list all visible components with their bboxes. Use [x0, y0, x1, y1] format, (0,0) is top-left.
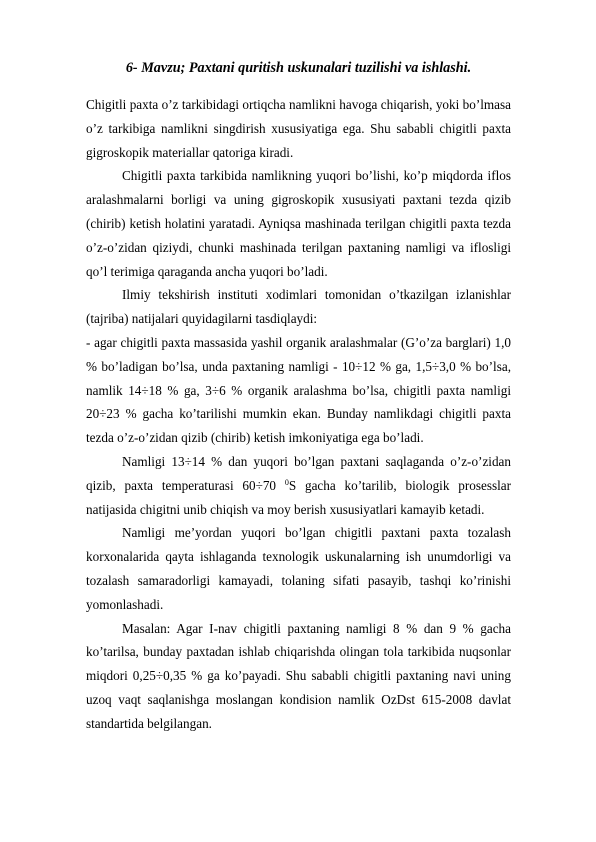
degree-superscript: 0: [284, 477, 289, 487]
paragraph-hygroscopic: Chigitli paxta o’z tarkibidagi ortiqcha namlikni havoga chiqarish, yoki bo’lmasa o’z tarkibiga namlikni singdirish xususiyatiga ega. Shu sababli chigitli paxta gigroskopik materiallar qatoriga kiradi.: [86, 97, 511, 160]
document-title: 6- Mavzu; Paxtani quritish uskunalari tuzilishi va ishlashi.: [125, 60, 472, 76]
paragraph-research-intro: Ilmiy tekshirish instituti xodimlari tomonidan o’tkazilgan izlanishlar (tajriba) natijalari quyidagilarni tasdiqlaydi:: [86, 287, 511, 327]
paragraph-processing-efficiency: Namligi me’yordan yuqori bo’lgan chigitli paxtani paxta tozalash korxonalarida qayta ishlaganda texnologik uskunalarning ish unumdorligi va tozalash samaradorligi kamayadi, tolaning sifati pasayib, tashqi ko’rinishi yomonlashadi.: [86, 525, 511, 612]
paragraph-storage-temperature-tail: S gacha ko’tarilib, biologik prosesslar natijasida chigitni unib chiqish va moy berish xususiyatlari kamayib ketadi.: [86, 477, 511, 517]
paragraph-storage-temperature-text: Namligi 13÷14 % dan yuqori bo’lgan paxtani saqlaganda o’z-o’zidan qizib, paxta temperaturasi 60÷70: [86, 453, 511, 493]
paragraph-organic-impurities: - agar chigitli paxta massasida yashil organik aralashmalar (G’o’za barglari) 1,0 % bo’ladigan bo’lsa, unda paxtaning namligi - 10÷12 % ga, 1,5÷3,0 % bo’lsa, namlik 14÷18 % ga, 3÷6 % organik aralashma bo’lsa, chigitli paxta namligi 20÷23 % gacha ko’tarilishi mumkin ekan. Bunday namlikdagi chigitli paxta tezda o’z-o’zidan qizib (chirib) ketish imkoniyatiga ega bo’ladi.: [86, 334, 511, 446]
paragraph-moisture-heating: Chigitli paxta tarkibida namlikning yuqori bo’lishi, ko’p miqdorda iflos aralashmalarni borligi va uning gigroskopik xususiyati paxtani tezda qizib (chirib) ketish holatini yaratadi. Ayniqsa mashinada terilgan chigitli paxta tezda o’z-o’zidan qiziydi, chunki mashinada terilgan paxtaning namligi va iflosligi qo’l terimiga qaraganda ancha yuqori bo’ladi.: [86, 168, 511, 279]
paragraph-example-standard: Masalan: Agar I-nav chigitli paxtaning namligi 8 % dan 9 % gacha ko’tarilsa, bunday paxtadan ishlab chiqarishda olingan tola tarkibida nuqsonlar miqdori 0,25÷0,35 % ga ko’payadi. Shu sababli chigitli paxtaning navi uning uzoq vaqt saqlanishga moslangan kondision namlik OzDst 615-2008 davlat standartida belgilangan.: [86, 620, 511, 731]
paragraph-storage-temperature: [86, 450, 511, 521]
document-body: [86, 93, 511, 736]
